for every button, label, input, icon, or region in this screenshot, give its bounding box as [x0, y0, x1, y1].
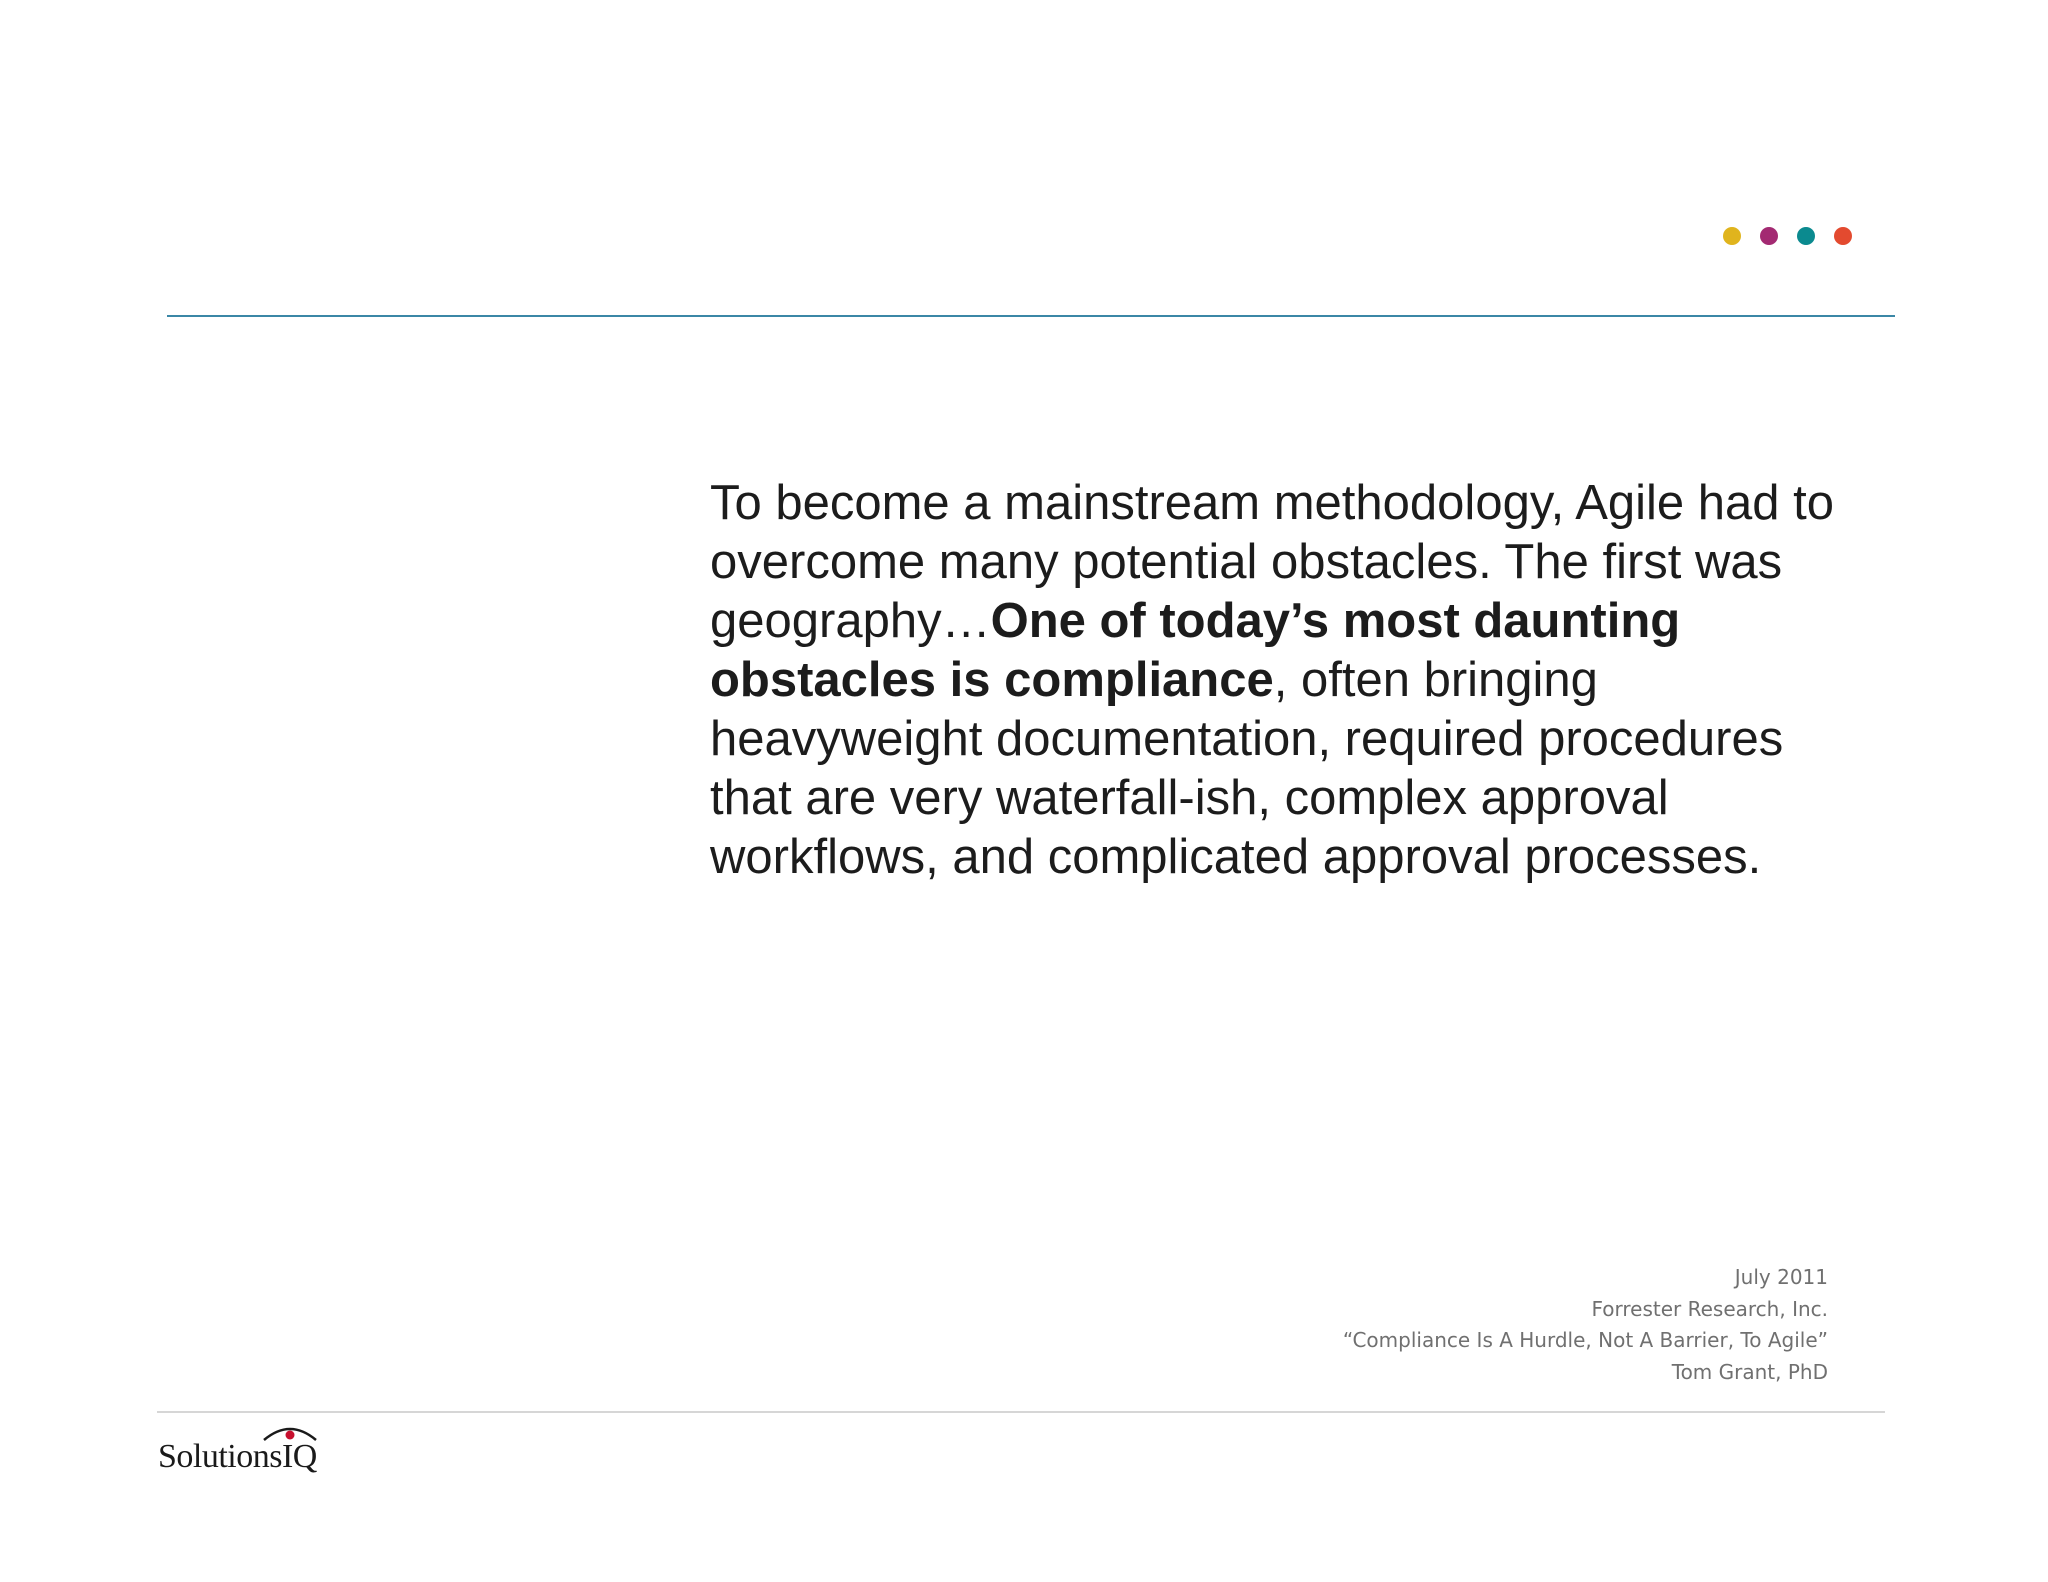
color-dots [1723, 227, 1852, 245]
quote-part-2: , often bringing heavyweight documentation, required procedures that are very waterfall-ish, complex approval workflows, and complicated approval processes. [710, 653, 1784, 884]
header-divider [167, 315, 1895, 317]
quote-text [710, 474, 1850, 887]
citation-publisher: Forrester Research, Inc. [1591, 1296, 1828, 1321]
logo-wordmark: SolutionsIQ [158, 1438, 317, 1475]
dot-teal [1797, 227, 1815, 245]
quote-part-1: To become a mainstream methodology, Agile had to overcome many potential obstacles. The first was geography… [710, 476, 1835, 648]
citation-date: July 2011 [1734, 1265, 1828, 1289]
dot-magenta [1760, 227, 1778, 245]
dot-red [1834, 227, 1852, 245]
company-logo [158, 1420, 358, 1480]
footer-divider [157, 1411, 1885, 1413]
citation-author: Tom Grant, PhD [1671, 1359, 1828, 1384]
citation-block [1343, 1262, 1828, 1388]
dot-yellow [1723, 227, 1741, 245]
quote-bold-phrase: One of today’s most daunting obstacles is compliance [710, 594, 1681, 707]
citation-title: “Compliance Is A Hurdle, Not A Barrier, To Agile” [1342, 1328, 1828, 1352]
